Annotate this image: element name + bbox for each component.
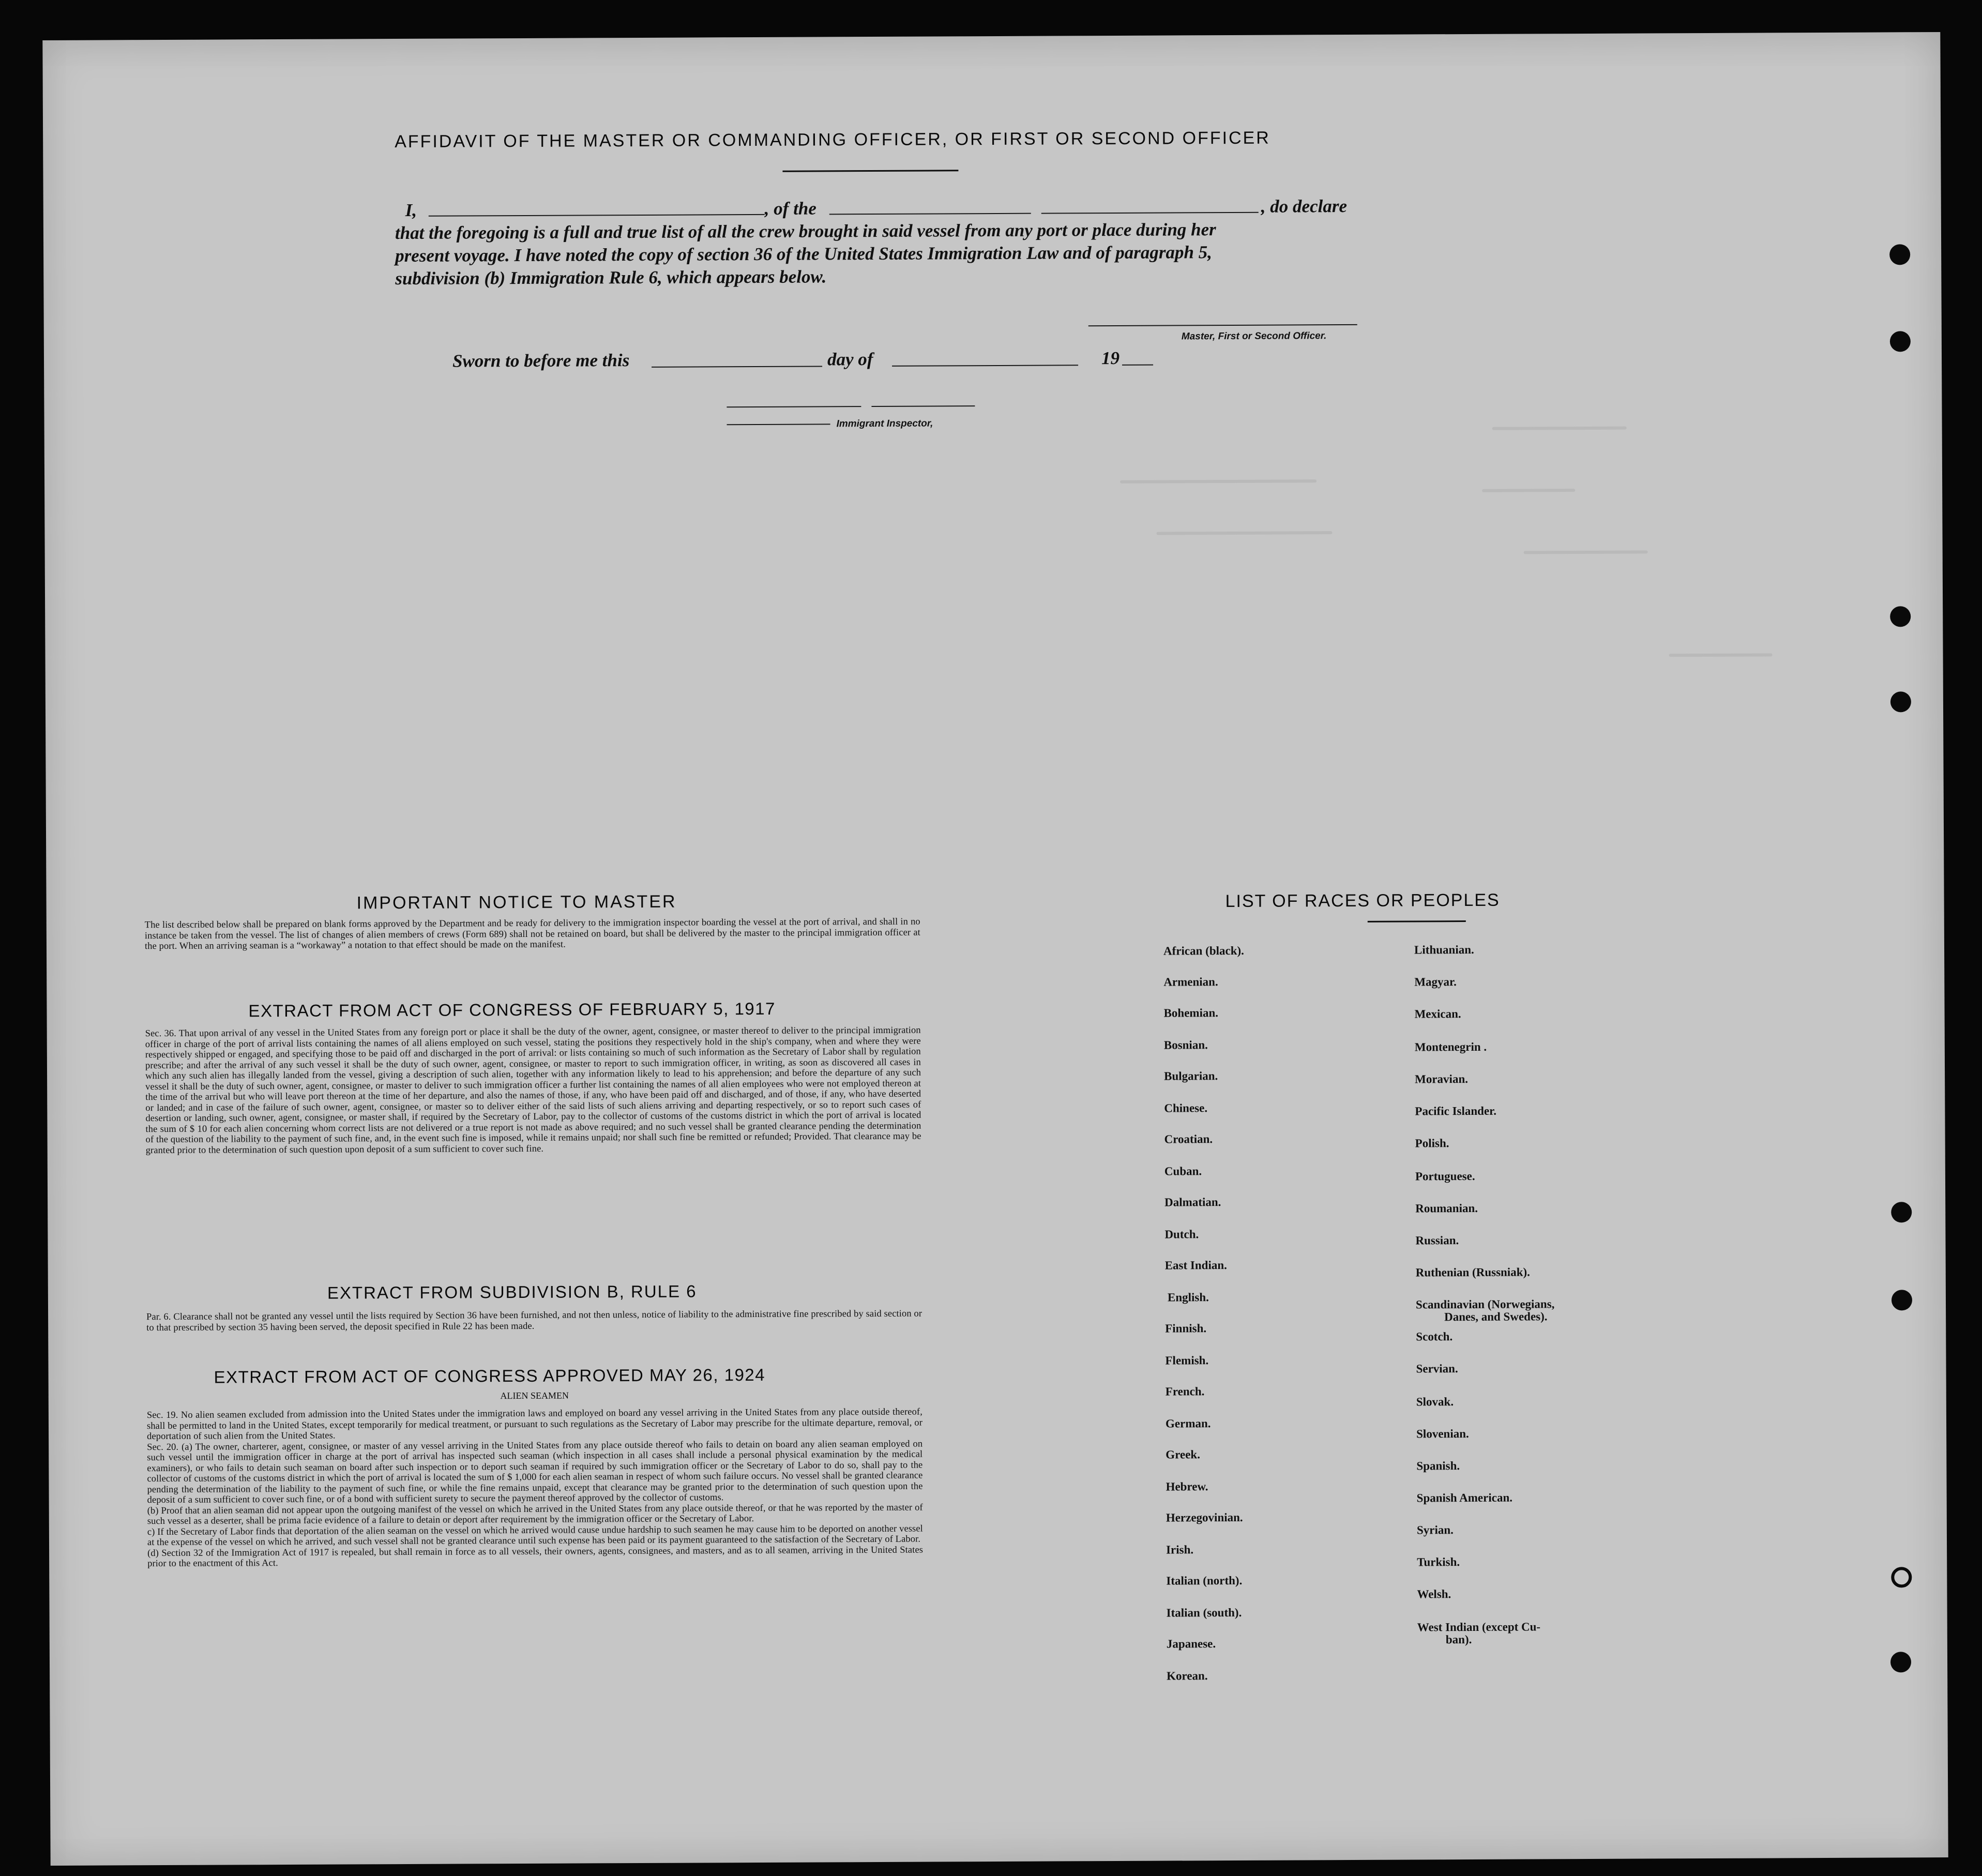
race-item: Dutch. <box>1164 1228 1199 1241</box>
race-item: African (black). <box>1163 944 1244 958</box>
race-item: Welsh. <box>1417 1587 1451 1601</box>
extract-1917-body: Sec. 36. That upon arrival of any vessel in the United States from any foreign port or place it shall be the duty of the owner, agent, consignee, or master thereof to deliver to the principal immigration officer in charge of the port of arrival lists containing the names of all aliens employed on such vessel, stating the positions they respectively hold in the ship's company, when and where they were respectively shipped or engaged, and specifying those to be paid off and discharged in the port of arrival: or lists containing so much of such information as the Secretary of Labor shall by regulation prescribe; and after the arrival of any such vessel it shall be the duty of such owner, agent, consignee, or master to report to such immigration officer, in writing, as soon as discovered all cases in which any such alien has illegally landed from the vessel, giving a description of such alien, together with any information likely to lead to his apprehension; and before the departure of any such vessel it shall be the duty of such owner, agent, consignee, or master to deliver to such immigration officer a further list containing the names of all alien employees who were not employed thereon at the time of the arrival but who will leave port thereon at the time of her departure, and also the names of those, if any, who have been paid off and discharged, and of those, if any, who have deserted or landed; and in case of the failure of such owner, agent, consignee, or master so to deliver either of the said lists of such aliens arriving and departing respectively, or so to report such cases of desertion or landing, such owner, agent, consignee, or master shall, if required by the Secretary of Labor, pay to the collector of customs of the customs district in which the port of arrival is located the sum of $ 10 for each alien concerning whom correct lists are not delivered or a true report is not made as above required; and no such vessel shall be granted clearance pending the determination of the question of the liability to the payment of such fine, and, in the event such fine is imposed, while it remains unpaid; nor shall such fine be remitted or refunded; Provided. That clearance may be granted prior to the determination of such question upon deposit of a sum sufficient to cover such fine. <box>145 1025 921 1156</box>
race-item: Korean. <box>1167 1669 1208 1683</box>
inspector-blank-3 <box>727 423 830 425</box>
year-blank <box>1122 365 1153 366</box>
punch-hole <box>1891 1202 1912 1222</box>
race-item: Polish. <box>1415 1137 1449 1150</box>
race-item: Greek. <box>1166 1448 1200 1461</box>
race-item: Moravian. <box>1415 1072 1469 1086</box>
affidavit-of-the: , of the <box>764 198 816 219</box>
race-item: Spanish. <box>1416 1459 1460 1473</box>
race-item: Pacific Islander. <box>1415 1104 1497 1118</box>
punch-hole <box>1890 691 1911 712</box>
sworn-text: Sworn to before me this <box>452 350 630 371</box>
race-item: Turkish. <box>1417 1555 1460 1569</box>
extract-1924-title: EXTRACT FROM ACT OF CONGRESS APPROVED MAY 26, 1924 <box>214 1365 766 1387</box>
race-item: Spanish American. <box>1416 1491 1513 1505</box>
race-item: Hebrew. <box>1166 1480 1208 1493</box>
punch-hole <box>1890 606 1911 627</box>
title-underline <box>782 170 958 172</box>
race-item: Herzegovinian. <box>1166 1510 1243 1524</box>
extract-1917-title: EXTRACT FROM ACT OF CONGRESS OF FEBRUARY 5, 1917 <box>248 998 776 1021</box>
inspector-blank <box>727 406 861 407</box>
punch-hole <box>1890 331 1911 352</box>
notice-title: IMPORTANT NOTICE TO MASTER <box>356 891 677 913</box>
day-of-text: day of <box>827 349 873 370</box>
race-item: Bohemian. <box>1163 1006 1219 1020</box>
race-item: Armenian. <box>1163 975 1218 989</box>
race-item: East Indian. <box>1164 1259 1227 1272</box>
race-item: Italian (north). <box>1166 1574 1243 1587</box>
extract-1924-sec20d: (d) Section 32 of the Immigration Act of 1917 is repealed, but shall remain in force as to all vessels, their owners, agents, consignees, and masters, and as to all seamen, arriving in the United States prior to the enactment of this Act. <box>147 1545 924 1569</box>
extract-1924-subtitle: ALIEN SEAMEN <box>500 1390 569 1401</box>
vessel-blank-2 <box>1041 212 1259 214</box>
month-blank <box>892 365 1078 367</box>
race-item: Italian (south). <box>1166 1606 1242 1620</box>
punch-hole <box>1890 1652 1911 1672</box>
signature-label: Master, First or Second Officer. <box>1181 330 1327 342</box>
name-blank <box>429 214 765 217</box>
race-item: Bosnian. <box>1163 1038 1208 1052</box>
race-item: Slovenian. <box>1416 1427 1469 1441</box>
race-item: Servian. <box>1416 1362 1458 1375</box>
signature-blank <box>1088 324 1357 326</box>
race-item: West Indian (except Cu- <box>1417 1620 1541 1634</box>
race-item: Danes, and Swedes). <box>1444 1310 1548 1324</box>
bleed-through-mark <box>1669 653 1773 657</box>
rule6-body: Par. 6. Clearance shall not be granted any vessel until the lists required by Section 36 have been furnished, and not then unless, notice of liability to the administrative fine prescribed by said section or to that prescribed by section 35 having been served, the deposit specified in Rule 22 has been made. <box>146 1308 922 1333</box>
bleed-through-mark <box>1156 531 1332 535</box>
extract-1924-sec19: Sec. 19. No alien seamen excluded from admission into the United States under the immigration laws and employed on board any vessel arriving in the United States from any place outside thereof, shall be permitted to land in the United States, except temporarily for medical treatment, or pursuant to such regulations as the Secretary of Labor may prescribe for the ultimate departure, removal, or deportation of such alien from the United States. <box>146 1406 923 1442</box>
punch-hole <box>1889 244 1910 265</box>
race-item: Slovak. <box>1416 1395 1454 1409</box>
inspector-blank-2 <box>871 405 975 407</box>
race-item: Ruthenian (Russniak). <box>1415 1265 1530 1279</box>
document-page <box>42 32 1948 1866</box>
race-item: Japanese. <box>1166 1637 1216 1651</box>
race-item: Magyar. <box>1414 975 1457 989</box>
extract-1924-sec20b: (b) Proof that an alien seaman did not appear upon the outgoing manifest of the vessel on which he arrived in the United States from any place outside thereof, or that he was reported by the master of such vessel as a deserter, shall be prima facie evidence of a failure to detain or deport after requirement by the immigration officer or the Secretary of Labor. <box>147 1502 923 1527</box>
race-item: Chinese. <box>1164 1101 1208 1115</box>
race-item: Scandinavian (Norwegians, <box>1415 1297 1555 1311</box>
race-item: ban). <box>1445 1632 1472 1646</box>
race-item: Irish. <box>1166 1543 1194 1556</box>
affidavit-line-2: that the foregoing is a full and true list of all the crew brought in said vessel from any port or place during her <box>395 219 1216 244</box>
race-item: Mexican. <box>1414 1007 1461 1021</box>
affidavit-title: AFFIDAVIT OF THE MASTER OR COMMANDING OFFICER, OR FIRST OR SECOND OFFICER <box>395 128 1270 152</box>
day-blank <box>652 366 822 367</box>
race-item: Croatian. <box>1164 1132 1213 1146</box>
affidavit-line-4: subdivision (b) Immigration Rule 6, which appears below. <box>395 266 827 289</box>
race-item: Dalmatian. <box>1164 1196 1221 1209</box>
extract-1924-sec20c: c) If the Secretary of Labor finds that deportation of the alien seaman on the vessel on which he arrived would cause undue hardship to such seamen he may cause him to be deported on another vessel at the expense of the vessel on which he arrived, and such vessel shall not be granted clearance until such expense has been paid or its payment guaranteed to the satisfaction of the Secretary of Labor. <box>147 1523 923 1548</box>
affidavit-i: I, <box>405 200 417 220</box>
punch-hole <box>1891 1567 1912 1587</box>
race-item: Scotch. <box>1416 1330 1453 1343</box>
punch-hole <box>1892 1290 1912 1310</box>
inspector-label: Immigrant Inspector, <box>836 418 933 430</box>
extract-1924-body <box>147 1407 923 1569</box>
bleed-through-mark <box>1524 550 1648 554</box>
race-item: Montenegrin . <box>1414 1040 1487 1054</box>
race-item: Syrian. <box>1416 1523 1454 1537</box>
race-item: English. <box>1167 1291 1209 1304</box>
affidavit-line-3: present voyage. I have noted the copy of section 36 of the United States Immigration Law and of paragraph 5, <box>395 242 1213 266</box>
rule6-title: EXTRACT FROM SUBDIVISION B, RULE 6 <box>327 1281 697 1303</box>
bleed-through-mark <box>1482 489 1575 492</box>
races-title: LIST OF RACES OR PEOPLES <box>1225 890 1500 912</box>
race-item: French. <box>1165 1385 1205 1398</box>
race-item: Roumanian. <box>1415 1201 1478 1215</box>
race-item: Portuguese. <box>1415 1169 1475 1183</box>
bleed-through-mark <box>1120 479 1317 483</box>
vessel-blank <box>829 213 1031 215</box>
races-underline <box>1368 920 1466 922</box>
race-item: Cuban. <box>1164 1164 1202 1178</box>
notice-body: The list described below shall be prepared on blank forms approved by the Department and be ready for delivery to the immigration inspector boarding the vessel at the port of arrival, and shall in no instance be taken from the vessel. The list of changes of alien members of crews (Form 689) shall not be retained on board, but shall be delivered by the master to the principal immigration officer at the port. When an arriving seaman is a “workaway” a notation to that effect should be made on the manifest. <box>144 916 920 952</box>
year-prefix: 19 <box>1101 347 1120 369</box>
race-item: Bulgarian. <box>1164 1069 1218 1083</box>
bleed-through-mark <box>1492 427 1627 430</box>
race-item: Flemish. <box>1165 1354 1209 1367</box>
race-item: Russian. <box>1415 1234 1459 1247</box>
race-item: Finnish. <box>1165 1322 1207 1335</box>
extract-1924-sec20a: Sec. 20. (a) The owner, charterer, agent, consignee, or master of any vessel arriving in the United States from any place outside thereof who fails to detain on board any alien seaman employed on such vessel until the immigration officer in charge at the port of arrival has inspected such seaman (which inspection in all cases shall include a personal physical examination by the medical examiners), or who fails to detain such seaman on board after such inspection or to deport such seaman if required by such immigration officer or the Secretary of Labor to do so, shall pay to the collector of customs of the customs district in which the port of arrival is located the sum of $ 1,000 for each alien seaman in respect of whom such failure occurs. No vessel shall be granted clearance pending the determination of the liability to the payment of such fine, or while the fine remains unpaid, except that clearance may be granted prior to the determination of such question upon the deposit of a sum sufficient to cover such fine, or of a bond with sufficient surety to secure the payment thereof approved by the collector of customs. <box>147 1439 923 1506</box>
race-item: Lithuanian. <box>1414 943 1474 957</box>
affidavit-do-declare: , do declare <box>1261 196 1348 217</box>
race-item: German. <box>1165 1417 1211 1430</box>
